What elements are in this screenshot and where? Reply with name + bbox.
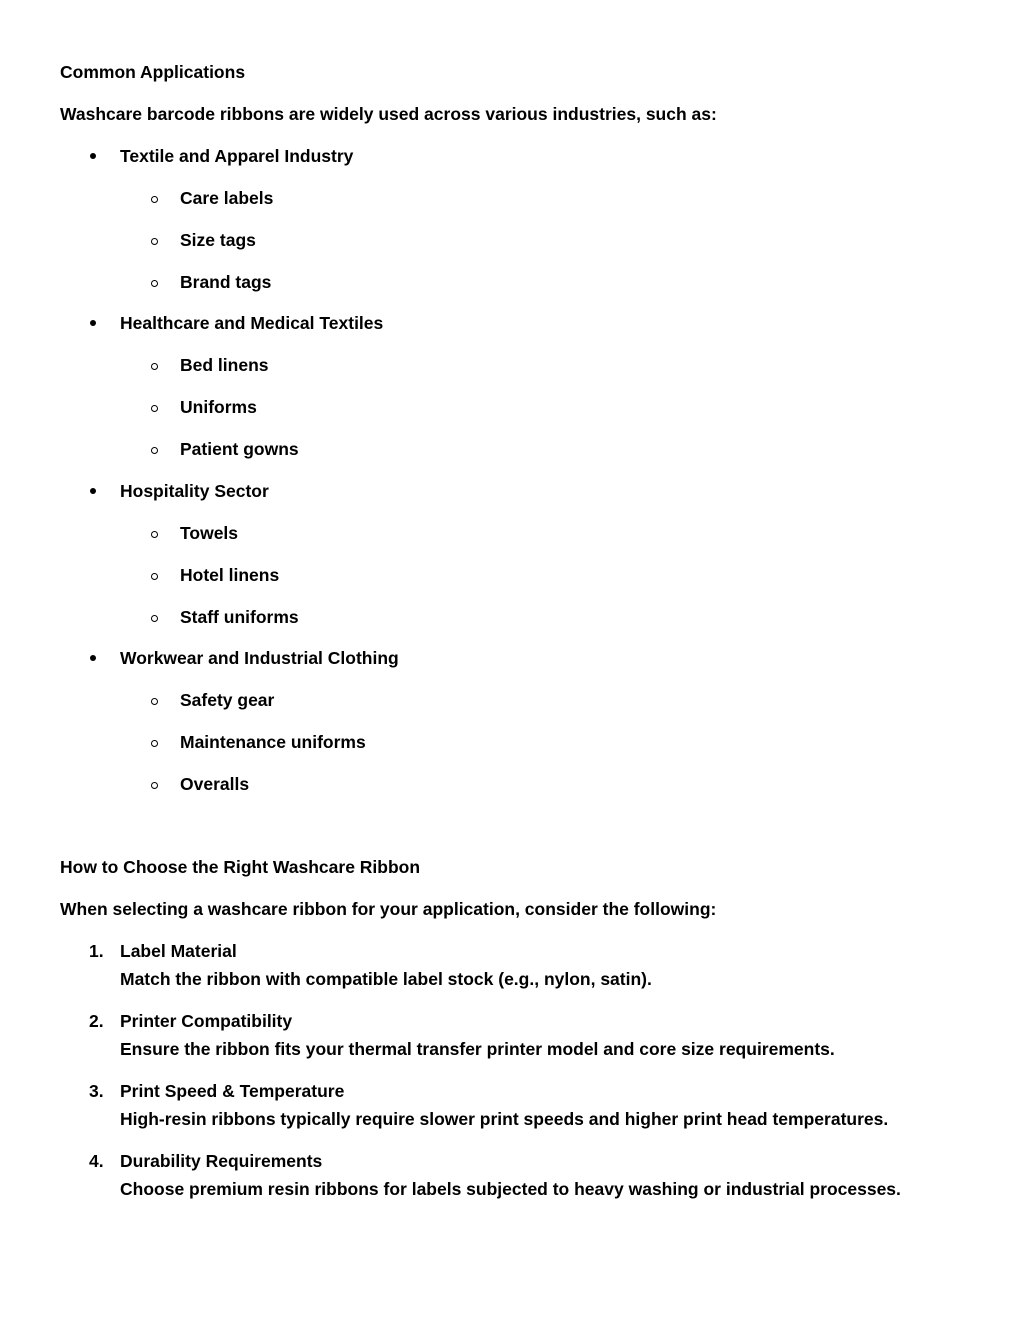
step-title: Durability Requirements (120, 1151, 323, 1171)
circle-bullet-icon (151, 405, 158, 412)
step-text: Match the ribbon with compatible label stock (e.g., nylon, satin). (120, 969, 652, 989)
sub-list-item: Safety gear (180, 690, 275, 710)
circle-bullet-icon (151, 238, 158, 245)
sub-list-item: Hotel linens (180, 565, 280, 585)
circle-bullet-icon (151, 280, 158, 287)
circle-bullet-icon (151, 447, 158, 454)
bullet-icon (90, 655, 96, 661)
step-text: Ensure the ribbon fits your thermal transfer printer model and core size requirements. (120, 1039, 835, 1059)
sub-list-item: Brand tags (180, 272, 272, 292)
circle-bullet-icon (151, 782, 158, 789)
sub-list-item: Bed linens (180, 355, 269, 375)
step-text: High-resin ribbons typically require slower print speeds and higher print head temperatures. (120, 1109, 889, 1129)
circle-bullet-icon (151, 698, 158, 705)
section-heading-common-applications: Common Applications (60, 62, 246, 82)
step-number: 1. (89, 941, 104, 961)
step-title: Label Material (120, 941, 237, 961)
section-intro: Washcare barcode ribbons are widely used across various industries, such as: (60, 104, 717, 124)
list-item: Hospitality Sector (120, 481, 269, 501)
circle-bullet-icon (151, 615, 158, 622)
bullet-icon (90, 320, 96, 326)
sub-list-item: Maintenance uniforms (180, 732, 366, 752)
sub-list-item: Patient gowns (180, 439, 299, 459)
sub-list-item: Uniforms (180, 397, 257, 417)
sub-list-item: Care labels (180, 188, 274, 208)
step-text: Choose premium resin ribbons for labels subjected to heavy washing or industrial processes. (120, 1179, 901, 1199)
step-title: Printer Compatibility (120, 1011, 293, 1031)
section-intro: When selecting a washcare ribbon for your application, consider the following: (60, 899, 717, 919)
list-item: Healthcare and Medical Textiles (120, 313, 384, 333)
circle-bullet-icon (151, 196, 158, 203)
sub-list-item: Towels (180, 523, 239, 543)
sub-list-item: Overalls (180, 774, 250, 794)
step-number: 3. (89, 1081, 104, 1101)
bullet-icon (90, 488, 96, 494)
circle-bullet-icon (151, 531, 158, 538)
circle-bullet-icon (151, 740, 158, 747)
sub-list-item: Staff uniforms (180, 607, 299, 627)
step-number: 4. (89, 1151, 104, 1171)
circle-bullet-icon (151, 363, 158, 370)
list-item: Workwear and Industrial Clothing (120, 648, 399, 668)
step-title: Print Speed & Temperature (120, 1081, 345, 1101)
bullet-icon (90, 153, 96, 159)
step-number: 2. (89, 1011, 104, 1031)
list-item: Textile and Apparel Industry (120, 146, 354, 166)
circle-bullet-icon (151, 573, 158, 580)
section-heading-choose-ribbon: How to Choose the Right Washcare Ribbon (60, 857, 421, 877)
sub-list-item: Size tags (180, 230, 256, 250)
